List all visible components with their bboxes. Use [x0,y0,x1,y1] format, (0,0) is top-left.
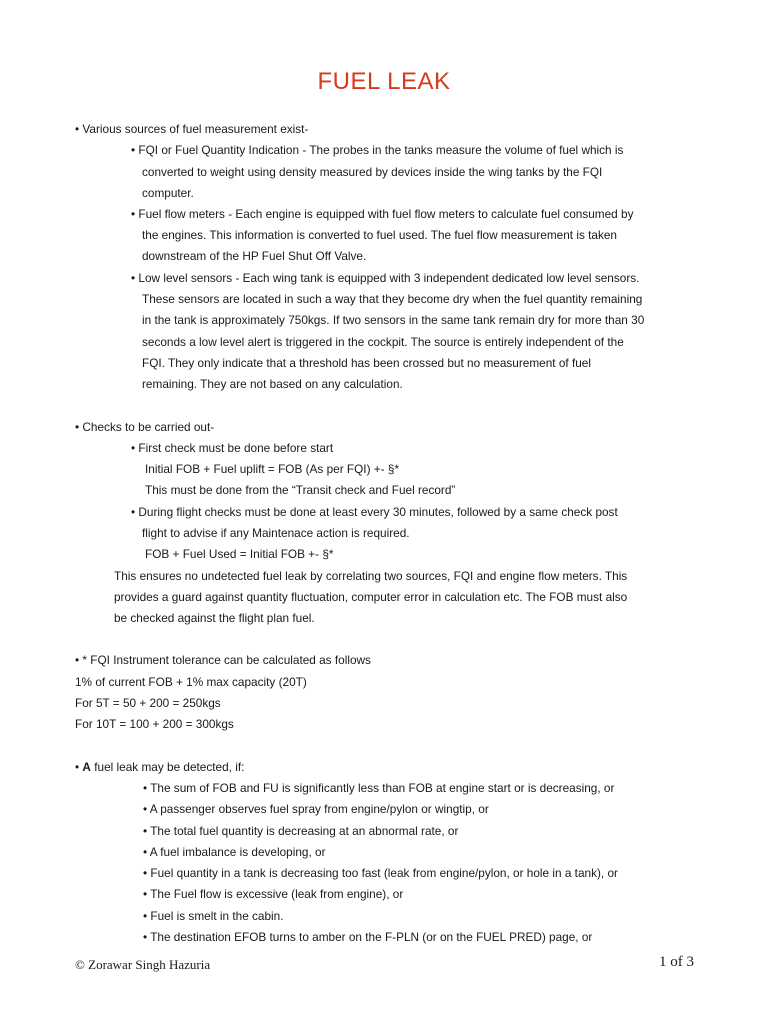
page-number: 1 of 3 [659,954,694,970]
low-level-line-5: FQI. They only indicate that a threshold has been crossed but no measurement of fuel [142,356,591,370]
tolerance-heading: • * FQI Instrument tolerance can be calculated as follows [75,653,371,667]
during-check-line-1: • During flight checks must be done at least every 30 minutes, followed by a same check post [131,505,618,519]
low-level-line-4: seconds a low level alert is triggered in the cockpit. The source is entirely independent of the [142,335,624,349]
footer-author: © Zorawar Singh Hazuria [75,957,211,972]
checks-heading: • Checks to be carried out- [75,420,215,434]
page-title: FUEL LEAK [317,68,451,95]
detected-item-3: • The total fuel quantity is decreasing at an abnormal rate, or [143,824,459,838]
detected-item-2: • A passenger observes fuel spray from engine/pylon or wingtip, or [143,802,489,816]
detected-item-7: • Fuel is smelt in the cabin. [143,909,284,923]
detected-item-4: • A fuel imbalance is developing, or [143,845,326,859]
flow-meters-line-3: downstream of the HP Fuel Shut Off Valve. [142,249,367,263]
ensures-line-1: This ensures no undetected fuel leak by correlating two sources, FQI and engine flow meters. This [114,569,628,583]
first-check-note: This must be done from the “Transit check and Fuel record” [145,483,456,497]
detected-item-1: • The sum of FOB and FU is significantly less than FOB at engine start or is decreasing, or [143,781,615,795]
fqi-line-1: • FQI or Fuel Quantity Indication - The probes in the tanks measure the volume of fuel which is [131,143,624,157]
detected-heading-text: fuel leak may be detected, if: [90,760,245,774]
fqi-line-2: converted to weight using density measured by devices inside the wing tanks by the FQI [142,165,603,179]
low-level-line-2: These sensors are located in such a way that they become dry when the fuel quantity remaining [142,292,643,306]
tolerance-line-3: For 10T = 100 + 200 = 300kgs [75,717,234,731]
flow-meters-line-2: the engines. This information is converted to fuel used. The fuel flow measurement is taken [142,228,617,242]
flow-meters-line-1: • Fuel flow meters - Each engine is equipped with fuel flow meters to calculate fuel consumed by [131,207,634,221]
low-level-line-6: remaining. They are not based on any calculation. [142,377,403,391]
during-check-formula: FOB + Fuel Used = Initial FOB +- §* [145,547,334,561]
detected-bold-word: A [82,760,91,774]
sources-heading: • Various sources of fuel measurement exist- [75,122,309,136]
tolerance-line-2: For 5T = 50 + 200 = 250kgs [75,696,221,710]
low-level-line-1: • Low level sensors - Each wing tank is equipped with 3 independent dedicated low level sensors. [131,271,640,285]
tolerance-line-1: 1% of current FOB + 1% max capacity (20T) [75,675,307,689]
detected-bullet: • [75,760,83,774]
during-check-line-2: flight to advise if any Maintenace action is required. [142,526,410,540]
detected-item-8: • The destination EFOB turns to amber on the F-PLN (or on the FUEL PRED) page, or [143,930,593,944]
first-check: • First check must be done before start [131,441,334,455]
first-check-formula: Initial FOB + Fuel uplift = FOB (As per FQI) +- §* [145,462,400,476]
detected-heading [75,759,244,775]
ensures-line-3: be checked against the flight plan fuel. [114,611,315,625]
detected-item-6: • The Fuel flow is excessive (leak from engine), or [143,887,404,901]
ensures-line-2: provides a guard against quantity fluctuation, computer error in calculation etc. The FOB must also [114,590,628,604]
low-level-line-3: in the tank is approximately 750kgs. If two sensors in the same tank remain dry for more than 30 [142,313,645,327]
fqi-line-3: computer. [142,186,194,200]
detected-item-5: • Fuel quantity in a tank is decreasing too fast (leak from engine/pylon, or hole in a tank), or [143,866,618,880]
